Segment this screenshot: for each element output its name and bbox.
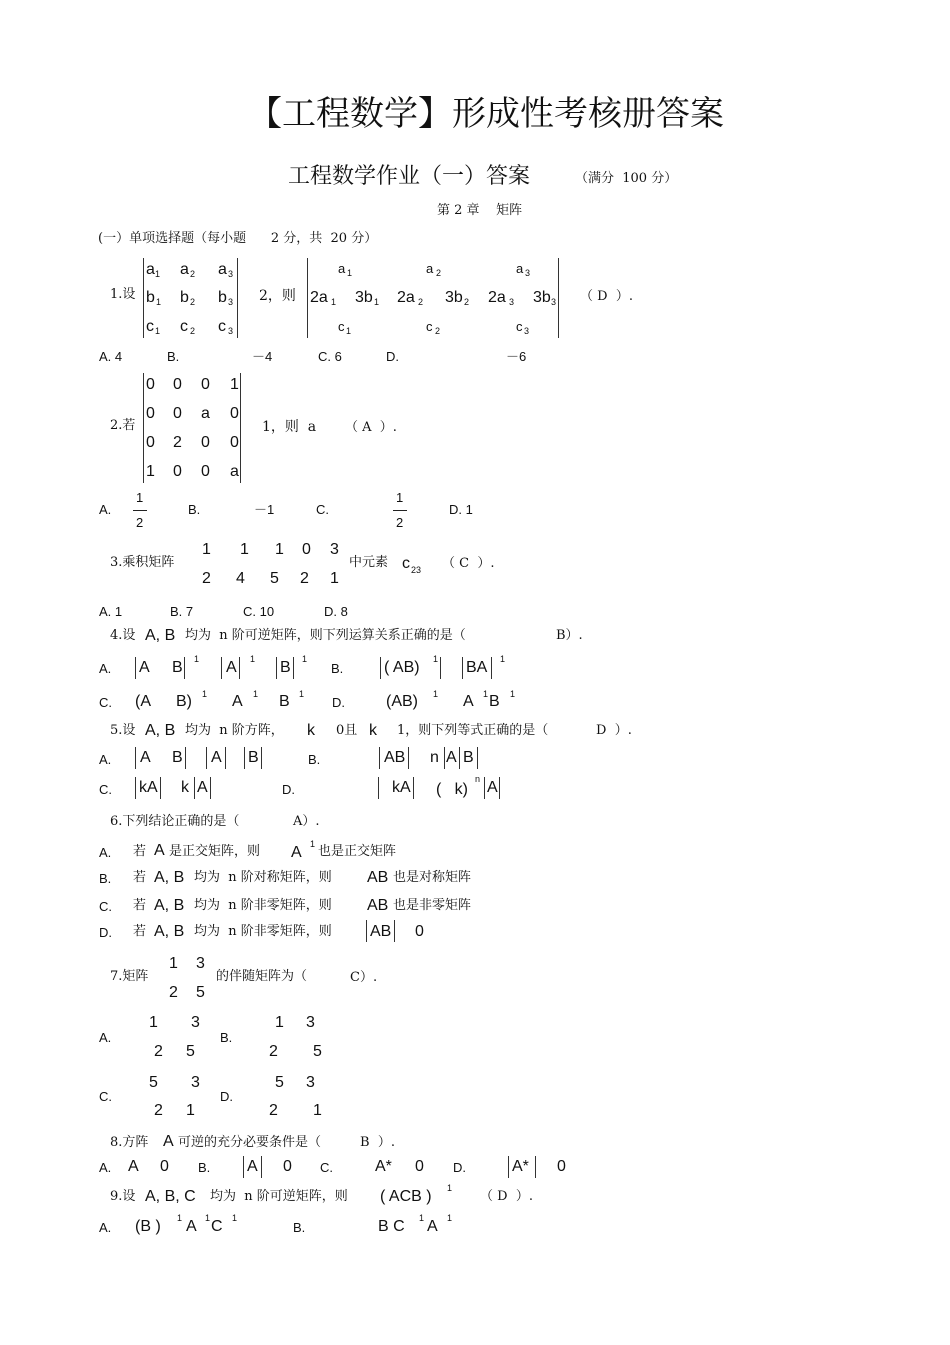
q9-option-b: B. bbox=[293, 1220, 306, 1235]
q4-a-term: B bbox=[280, 659, 291, 676]
q4-c-term: B) bbox=[176, 693, 192, 710]
abs-bar bbox=[135, 747, 136, 769]
chapter-heading: 第 2 章 矩阵 bbox=[437, 203, 523, 218]
q5-text: 1，则下列等式正确的是（ bbox=[397, 723, 549, 738]
q7-cell: 2 bbox=[169, 984, 178, 1001]
q9-sup: 1 bbox=[447, 1213, 453, 1223]
q8-option-b: B. bbox=[198, 1160, 211, 1175]
q5-option-d: D. bbox=[282, 782, 295, 797]
q1-option-a: A. 4 bbox=[99, 349, 123, 364]
q1-sub: 3 bbox=[525, 268, 531, 278]
q1-det2-left-bar bbox=[307, 258, 308, 338]
q1-m2-bot: c bbox=[516, 319, 523, 334]
q4-sup: 1 bbox=[500, 654, 506, 664]
q1-sub: 3 bbox=[228, 297, 234, 307]
q7-lead: 7.矩阵 bbox=[110, 969, 149, 984]
answer-subtitle: 工程数学作业（一）答案 bbox=[288, 164, 531, 189]
q4-sup: 1 bbox=[483, 689, 489, 699]
abs-bar bbox=[378, 777, 379, 799]
q8-answer: B ）. bbox=[360, 1135, 395, 1150]
q3-element-sub: 23 bbox=[411, 565, 422, 575]
q8-var: A bbox=[163, 1133, 174, 1150]
q5-d-term: kA bbox=[392, 779, 411, 796]
q1-eq: 2，则 bbox=[259, 288, 296, 304]
q9-lead: 9.设 bbox=[110, 1189, 136, 1204]
q7-c-cell: 5 bbox=[149, 1074, 158, 1091]
q7-option-b: B. bbox=[220, 1030, 233, 1045]
q4-sup: 1 bbox=[202, 689, 208, 699]
q7-a-cell: 5 bbox=[186, 1043, 195, 1060]
q4-option-b: B. bbox=[331, 661, 344, 676]
q5-option-c: C. bbox=[99, 782, 112, 797]
abs-bar bbox=[444, 747, 445, 769]
q9-sup: 1 bbox=[419, 1213, 425, 1223]
q1-sub: 2 bbox=[190, 269, 196, 279]
q6-option-b: B. bbox=[99, 871, 112, 886]
q8-option-a: A. bbox=[99, 1160, 112, 1175]
q7-d-cell: 3 bbox=[306, 1074, 315, 1091]
q2-cell: 1 bbox=[146, 463, 155, 480]
q6-a-var: A bbox=[154, 842, 165, 859]
q1-sub: 1 bbox=[331, 297, 337, 307]
q1-sub: 2 bbox=[436, 268, 442, 278]
q3-m1-cell: 4 bbox=[236, 570, 245, 587]
abs-bar bbox=[394, 920, 395, 942]
q5-text: 0且 bbox=[336, 723, 358, 738]
q1-sub: 2 bbox=[464, 297, 470, 307]
q1-answer: （ D ）. bbox=[580, 289, 633, 304]
score-note: （满分 100 分） bbox=[575, 171, 678, 186]
q3-tail: 中元素 bbox=[349, 555, 389, 570]
q3-m1-cell: 1 bbox=[240, 541, 249, 558]
q3-option-a: A. 1 bbox=[99, 604, 123, 619]
q2-option-c: C. bbox=[316, 502, 329, 517]
q2-det-left-bar bbox=[143, 373, 144, 483]
q5-sup: n bbox=[475, 774, 481, 784]
q5-lead: 5.设 bbox=[110, 723, 136, 738]
q3-m2-cell: 5 bbox=[270, 570, 279, 587]
q7-answer: C）. bbox=[350, 970, 378, 985]
q2-det-right-bar bbox=[240, 373, 241, 483]
q2-frac-num: 1 bbox=[396, 490, 404, 505]
q2-cell: 0 bbox=[201, 463, 210, 480]
q6-answer: A）. bbox=[293, 814, 320, 829]
q2-frac-den: 2 bbox=[136, 515, 144, 530]
q4-c-term: B bbox=[279, 693, 290, 710]
q5-a-term: A bbox=[211, 749, 222, 766]
q1-m2-top: a bbox=[426, 261, 434, 276]
abs-bar bbox=[293, 657, 294, 679]
q2-answer: （ A ）. bbox=[345, 420, 397, 435]
q7-c-cell: 1 bbox=[186, 1102, 195, 1119]
q3-option-b: B. 7 bbox=[170, 604, 194, 619]
q8-d-term: 0 bbox=[557, 1158, 566, 1175]
abs-bar bbox=[261, 1156, 262, 1178]
q1-m2-mid: 3b bbox=[533, 289, 551, 306]
q1-sub: 1 bbox=[155, 269, 161, 279]
q1-m1-b3: b bbox=[218, 289, 227, 306]
q2-option-a: A. bbox=[99, 502, 112, 517]
q6-lead: 6.下列结论正确的是（ bbox=[110, 814, 240, 829]
abs-bar bbox=[221, 657, 222, 679]
q4-text: 均为 n 阶可逆矩阵，则下列运算关系正确的是（ bbox=[185, 628, 466, 643]
q1-m1-c3: c bbox=[218, 318, 226, 335]
q4-sup: 1 bbox=[510, 689, 516, 699]
q5-c-term: k bbox=[181, 779, 189, 796]
q7-c-cell: 3 bbox=[191, 1074, 200, 1091]
abs-bar bbox=[276, 657, 277, 679]
q5-d-term: A bbox=[487, 779, 498, 796]
q1-sub: 3 bbox=[524, 326, 530, 336]
q6-a-text: 也是正交矩阵 bbox=[318, 844, 397, 859]
q2-frac-bar bbox=[393, 510, 407, 511]
abs-bar bbox=[484, 777, 485, 799]
abs-bar bbox=[477, 747, 478, 769]
q9-sup: 1 bbox=[232, 1213, 238, 1223]
q2-cell: 2 bbox=[173, 434, 182, 451]
q3-m2-cell: 1 bbox=[275, 541, 284, 558]
q1-m2-bot: c bbox=[338, 319, 345, 334]
q5-a-term: B bbox=[248, 749, 259, 766]
q6-b-text: 也是对称矩阵 bbox=[393, 870, 472, 885]
q4-sup: 1 bbox=[194, 654, 200, 664]
q4-d-term: A bbox=[463, 693, 474, 710]
q6-a-text: 若 bbox=[133, 844, 147, 859]
abs-bar bbox=[135, 657, 136, 679]
q1-m2-mid: 3b bbox=[355, 289, 373, 306]
q1-m2-bot: c bbox=[426, 319, 433, 334]
q6-c-text: 若 bbox=[133, 898, 147, 913]
q4-sup: 1 bbox=[250, 654, 256, 664]
q7-d-cell: 2 bbox=[269, 1102, 278, 1119]
abs-bar bbox=[380, 657, 381, 679]
q1-sub: 2 bbox=[418, 297, 424, 307]
q1-option-b-value: －4 bbox=[252, 349, 273, 364]
abs-bar bbox=[459, 747, 460, 769]
q7-option-d: D. bbox=[220, 1089, 233, 1104]
q3-m1-cell: 1 bbox=[202, 541, 211, 558]
q2-cell: 0 bbox=[201, 434, 210, 451]
q8-text: 可逆的充分必要条件是（ bbox=[178, 1135, 322, 1150]
q5-a-term: A bbox=[140, 749, 151, 766]
q6-c-text: 也是非零矩阵 bbox=[393, 898, 472, 913]
q2-option-b-value: －1 bbox=[254, 502, 275, 517]
q9-vars: A, B, C bbox=[145, 1188, 196, 1205]
q2-cell: 0 bbox=[146, 376, 155, 393]
q2-cell: a bbox=[230, 463, 239, 480]
q5-d-term: ( k) bbox=[436, 781, 468, 798]
q1-m1-b2: b bbox=[180, 289, 189, 306]
q6-c-text: 均为 n 阶非零矩阵，则 bbox=[194, 898, 332, 913]
abs-bar bbox=[194, 777, 195, 799]
q7-a-cell: 1 bbox=[149, 1014, 158, 1031]
q1-sub: 3 bbox=[551, 297, 557, 307]
abs-bar bbox=[184, 657, 185, 679]
q8-d-term: A* bbox=[512, 1158, 529, 1175]
abs-bar bbox=[535, 1156, 536, 1178]
q2-cell: 0 bbox=[201, 376, 210, 393]
q1-m2-top: a bbox=[338, 261, 346, 276]
q7-b-cell: 3 bbox=[306, 1014, 315, 1031]
q3-m2-cell: 2 bbox=[300, 570, 309, 587]
q3-m1-cell: 2 bbox=[202, 570, 211, 587]
q4-lead: 4.设 bbox=[110, 628, 136, 643]
q3-element: c bbox=[402, 555, 410, 572]
q9-sup: 1 bbox=[205, 1213, 211, 1223]
q4-sup: 1 bbox=[299, 689, 305, 699]
q4-d-term: B bbox=[489, 693, 500, 710]
q7-tail: 的伴随矩阵为（ bbox=[216, 969, 308, 984]
q3-option-c: C. 10 bbox=[243, 604, 275, 619]
q4-option-d: D. bbox=[332, 695, 345, 710]
q2-cell: a bbox=[201, 405, 210, 422]
q7-cell: 1 bbox=[169, 955, 178, 972]
q1-sub: 1 bbox=[374, 297, 380, 307]
q7-option-c: C. bbox=[99, 1089, 112, 1104]
q3-m2-cell: 1 bbox=[330, 570, 339, 587]
q9-answer: （ D ）. bbox=[480, 1189, 533, 1204]
q4-sup: 1 bbox=[433, 654, 439, 664]
q2-cell: 0 bbox=[173, 376, 182, 393]
q1-m1-a1: a bbox=[146, 261, 155, 278]
q6-b-var: A, B bbox=[154, 869, 185, 886]
abs-bar bbox=[499, 777, 500, 799]
q6-b-text: 若 bbox=[133, 870, 147, 885]
q5-option-b: B. bbox=[308, 752, 321, 767]
q8-option-d: D. bbox=[453, 1160, 466, 1175]
q1-det2-right-bar bbox=[558, 258, 559, 338]
q5-text: 均为 n 阶方阵， bbox=[185, 723, 284, 738]
abs-bar bbox=[408, 747, 409, 769]
abs-bar bbox=[239, 657, 240, 679]
q1-option-c: C. 6 bbox=[318, 349, 342, 364]
q5-b-term: A bbox=[446, 749, 457, 766]
abs-bar bbox=[225, 747, 226, 769]
abs-bar bbox=[261, 747, 262, 769]
abs-bar bbox=[206, 747, 207, 769]
q1-option-d-value: －6 bbox=[506, 349, 527, 364]
q5-vars: A, B bbox=[145, 722, 176, 739]
q6-a-text: 是正交矩阵，则 bbox=[169, 844, 261, 859]
q4-a-term: A bbox=[226, 659, 237, 676]
q6-d-var: AB bbox=[370, 923, 392, 940]
q3-m2-cell: 3 bbox=[330, 541, 339, 558]
q6-d-value: 0 bbox=[415, 923, 424, 940]
q4-d-term: (AB) bbox=[386, 693, 418, 710]
q2-frac-num: 1 bbox=[136, 490, 144, 505]
abs-bar bbox=[243, 1156, 244, 1178]
q2-cell: 1 bbox=[230, 376, 239, 393]
q8-a-term: 0 bbox=[160, 1158, 169, 1175]
q8-c-term: A* bbox=[375, 1158, 392, 1175]
q5-c-term: A bbox=[197, 779, 208, 796]
q5-b-term: AB bbox=[384, 749, 406, 766]
abs-bar bbox=[185, 747, 186, 769]
abs-bar bbox=[440, 657, 441, 679]
q1-m2-mid: 2a bbox=[310, 289, 328, 306]
q4-sup: 1 bbox=[433, 689, 439, 699]
q9-a-term: C bbox=[211, 1218, 223, 1235]
q8-b-term: 0 bbox=[283, 1158, 292, 1175]
q1-m1-c2: c bbox=[180, 318, 188, 335]
q4-a-term: A bbox=[139, 659, 150, 676]
q6-a-var: A bbox=[291, 844, 302, 861]
abs-bar bbox=[210, 777, 211, 799]
q7-cell: 3 bbox=[196, 955, 205, 972]
q6-c-var: A, B bbox=[154, 897, 185, 914]
q2-cell: 0 bbox=[173, 463, 182, 480]
abs-bar bbox=[462, 657, 463, 679]
q1-option-b: B. bbox=[167, 349, 180, 364]
q1-lead: 1.设 bbox=[110, 287, 136, 302]
q1-sub: 1 bbox=[347, 268, 353, 278]
q4-c-term: A bbox=[232, 693, 243, 710]
q2-cell: 0 bbox=[146, 405, 155, 422]
q7-d-cell: 5 bbox=[275, 1074, 284, 1091]
q6-option-d: D. bbox=[99, 925, 112, 940]
abs-bar bbox=[160, 777, 161, 799]
q2-frac-den: 2 bbox=[396, 515, 404, 530]
q5-answer: D ）. bbox=[596, 723, 632, 738]
q5-k: k bbox=[307, 722, 315, 739]
q3-m2-cell: 0 bbox=[302, 541, 311, 558]
q2-lead: 2.若 bbox=[110, 418, 136, 433]
q7-b-cell: 5 bbox=[313, 1043, 322, 1060]
q6-option-c: C. bbox=[99, 899, 112, 914]
q7-a-cell: 2 bbox=[154, 1043, 163, 1060]
q5-a-term: B bbox=[172, 749, 183, 766]
abs-bar bbox=[491, 657, 492, 679]
abs-bar bbox=[135, 777, 136, 799]
q1-sub: 2 bbox=[190, 326, 196, 336]
q1-sub: 1 bbox=[346, 326, 352, 336]
q9-b-term: A bbox=[427, 1218, 438, 1235]
abs-bar bbox=[244, 747, 245, 769]
q5-k: k bbox=[369, 722, 377, 739]
q7-d-cell: 1 bbox=[313, 1102, 322, 1119]
q5-b-term: B bbox=[463, 749, 474, 766]
q1-m2-mid: 3b bbox=[445, 289, 463, 306]
q2-eq: 1，则 a bbox=[262, 419, 317, 435]
q3-answer: （ C ）. bbox=[442, 556, 495, 571]
q6-d-text: 均为 n 阶非零矩阵，则 bbox=[194, 924, 332, 939]
q6-a-sup: 1 bbox=[310, 839, 316, 849]
q6-option-a: A. bbox=[99, 845, 112, 860]
q7-cell: 5 bbox=[196, 984, 205, 1001]
q8-option-c: C. bbox=[320, 1160, 333, 1175]
q7-option-a: A. bbox=[99, 1030, 112, 1045]
q6-d-var: A, B bbox=[154, 923, 185, 940]
q9-option-a: A. bbox=[99, 1220, 112, 1235]
q9-b-term: B C bbox=[378, 1218, 405, 1235]
q1-sub: 2 bbox=[435, 326, 441, 336]
q7-c-cell: 2 bbox=[154, 1102, 163, 1119]
q2-cell: 0 bbox=[173, 405, 182, 422]
q4-b-term: ( AB) bbox=[384, 659, 420, 676]
q4-c-term: (A bbox=[135, 693, 151, 710]
q6-d-text: 若 bbox=[133, 924, 147, 939]
q2-cell: 0 bbox=[146, 434, 155, 451]
q1-det1-left-bar bbox=[143, 258, 144, 338]
q4-a-term: B bbox=[172, 659, 183, 676]
q5-option-a: A. bbox=[99, 752, 112, 767]
q1-sub: 2 bbox=[190, 297, 196, 307]
q3-lead: 3.乘积矩阵 bbox=[110, 555, 175, 570]
q8-lead: 8.方阵 bbox=[110, 1135, 149, 1150]
q4-option-a: A. bbox=[99, 661, 112, 676]
q4-b-term: BA bbox=[466, 659, 488, 676]
section-heading: (一）单项选择题（每小题 2 分，共 20 分） bbox=[98, 231, 378, 246]
q5-c-term: kA bbox=[139, 779, 158, 796]
q1-sub: 3 bbox=[509, 297, 515, 307]
q1-option-d: D. bbox=[386, 349, 399, 364]
q8-a-term: A bbox=[128, 1158, 139, 1175]
q1-m1-a2: a bbox=[180, 261, 189, 278]
q4-option-c: C. bbox=[99, 695, 112, 710]
q2-cell: 0 bbox=[230, 434, 239, 451]
q1-m2-mid: 2a bbox=[397, 289, 415, 306]
q1-sub: 1 bbox=[156, 297, 162, 307]
q7-b-cell: 1 bbox=[275, 1014, 284, 1031]
q6-c-var: AB bbox=[367, 897, 389, 914]
q4-vars: A, B bbox=[145, 627, 176, 644]
abs-bar bbox=[366, 920, 367, 942]
q1-det1-right-bar bbox=[237, 258, 238, 338]
q1-m1-b1: b bbox=[146, 289, 155, 306]
q2-frac-bar bbox=[133, 510, 147, 511]
q5-b-term: n bbox=[430, 749, 439, 766]
q4-sup: 1 bbox=[253, 689, 259, 699]
abs-bar bbox=[413, 777, 414, 799]
q1-m2-mid: 2a bbox=[488, 289, 506, 306]
q7-a-cell: 3 bbox=[191, 1014, 200, 1031]
q7-b-cell: 2 bbox=[269, 1043, 278, 1060]
q2-option-b: B. bbox=[188, 502, 201, 517]
q4-sup: 1 bbox=[302, 654, 308, 664]
q1-m1-a3: a bbox=[218, 261, 227, 278]
q1-m2-top: a bbox=[516, 261, 524, 276]
q6-b-var: AB bbox=[367, 869, 389, 886]
q3-option-d: D. 8 bbox=[324, 604, 348, 619]
q9-a-term: A bbox=[186, 1218, 197, 1235]
q2-option-d: D. 1 bbox=[449, 502, 473, 517]
q9-expr: ( ACB ) bbox=[380, 1188, 432, 1205]
page-title: 【工程数学】形成性考核册答案 bbox=[248, 94, 724, 134]
q1-sub: 3 bbox=[228, 326, 234, 336]
q1-m1-c1: c bbox=[146, 318, 154, 335]
q1-sub: 3 bbox=[228, 269, 234, 279]
q9-sup: 1 bbox=[177, 1213, 183, 1223]
q4-answer: B）. bbox=[556, 628, 583, 643]
q8-b-term: A bbox=[247, 1158, 258, 1175]
abs-bar bbox=[508, 1156, 509, 1178]
q2-cell: 0 bbox=[230, 405, 239, 422]
q8-c-term: 0 bbox=[415, 1158, 424, 1175]
q9-text: 均为 n 阶可逆矩阵，则 bbox=[210, 1189, 348, 1204]
q9-sup: 1 bbox=[447, 1183, 453, 1193]
q1-sub: 1 bbox=[155, 326, 161, 336]
q9-a-term: (B ) bbox=[135, 1218, 161, 1235]
q6-b-text: 均为 n 阶对称矩阵，则 bbox=[194, 870, 332, 885]
abs-bar bbox=[379, 747, 380, 769]
